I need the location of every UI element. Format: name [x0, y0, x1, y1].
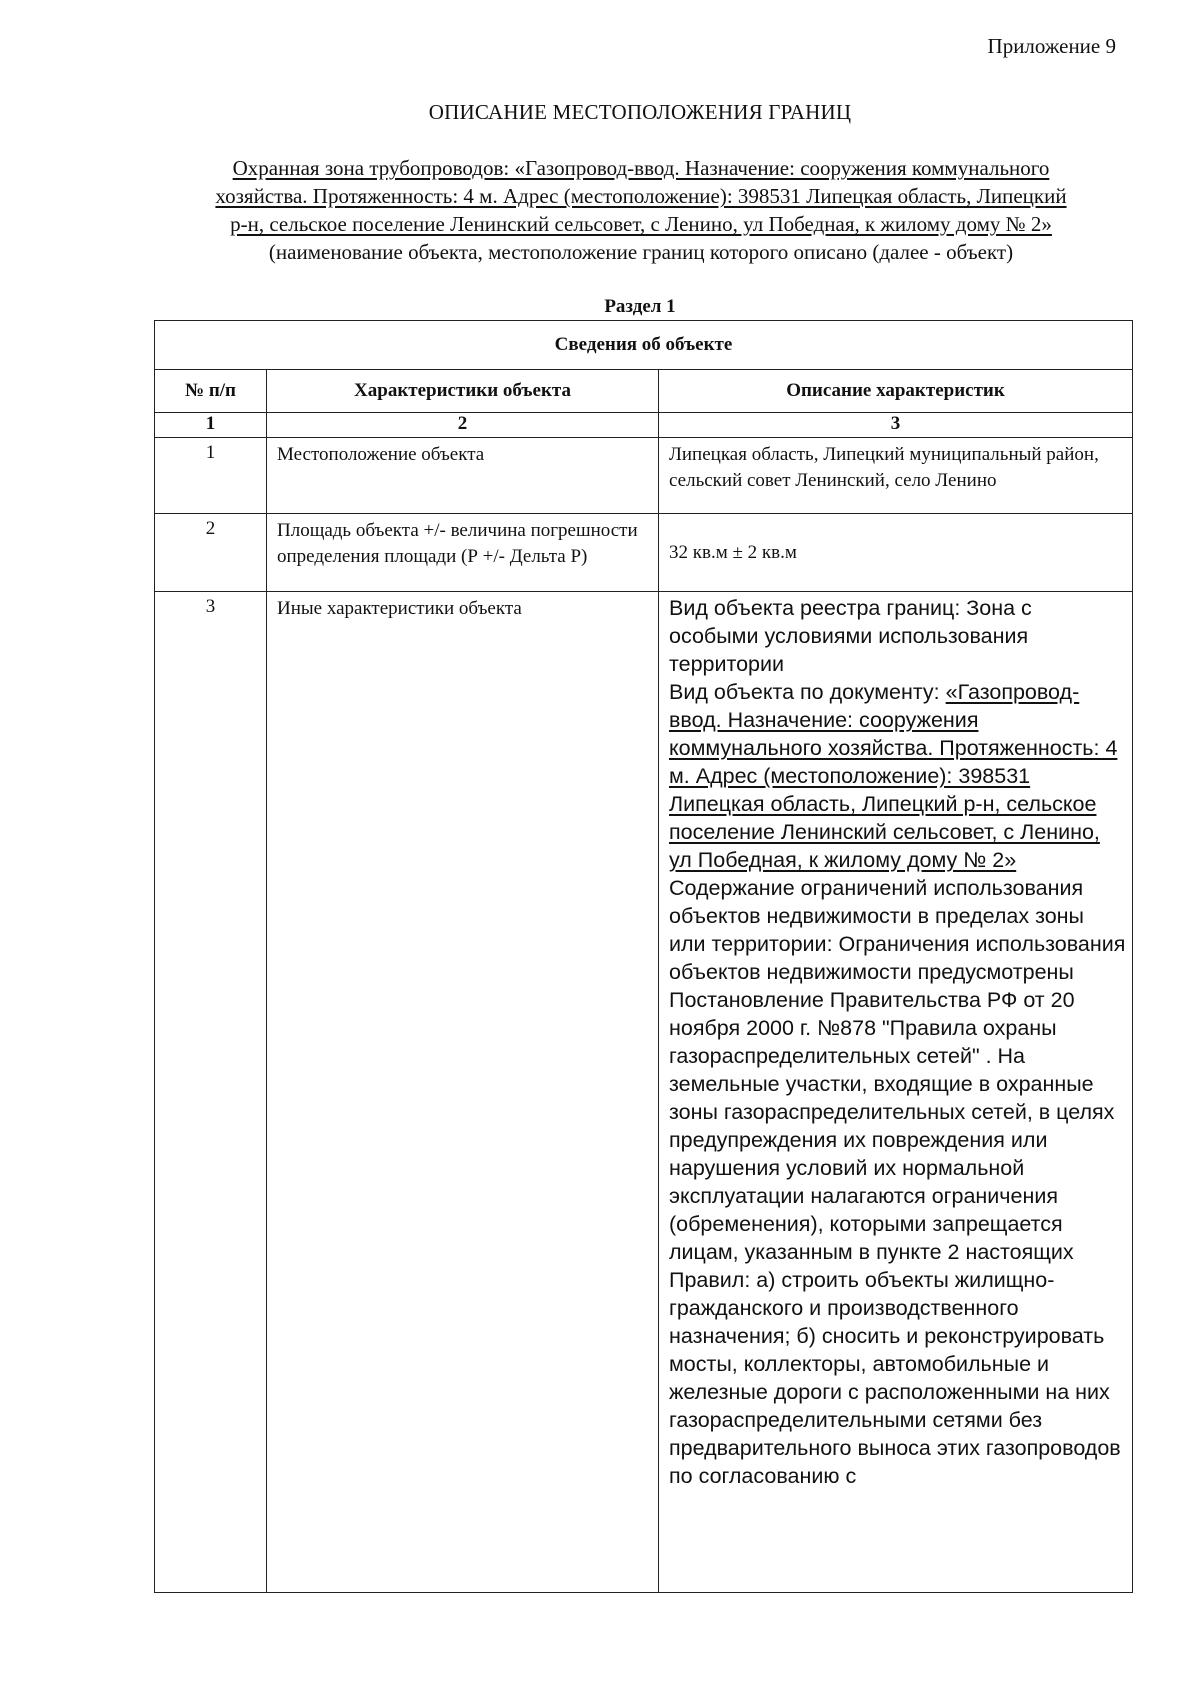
row-characteristic: Площадь объекта +/- величина погрешности определения площади (Р +/- Дельта Р)	[267, 514, 659, 592]
object-name-caption: (наименование объекта, местоположение границ которого описано (далее - объект)	[268, 240, 1014, 264]
table-row	[155, 438, 1133, 514]
row-number: 3	[155, 592, 267, 1593]
column-number-2: 2	[267, 413, 659, 438]
row-characteristic: Местоположение объекта	[267, 438, 659, 514]
column-number-3: 3	[659, 413, 1133, 438]
row-characteristic: Иные характеристики объекта	[267, 592, 659, 1593]
document-object-type-label: Вид объекта по документу:	[669, 680, 946, 704]
column-number-1: 1	[155, 413, 267, 438]
row-description: Липецкая область, Липецкий муниципальный район, сельский совет Ленинский, село Ленино	[659, 438, 1133, 514]
object-name-block	[142, 154, 1140, 266]
column-header-characteristic: Характеристики объекта	[267, 370, 659, 413]
row-number: 2	[155, 514, 267, 592]
document-title: ОПИСАНИЕ МЕСТОПОЛОЖЕНИЯ ГРАНИЦ	[428, 100, 852, 124]
object-name-line-2: хозяйства. Протяженность: 4 м. Адрес (местоположение): 398531 Липецкая область, Липецкий	[215, 184, 1067, 208]
column-header-number: № п/п	[155, 370, 267, 413]
object-info-table	[154, 320, 1133, 1593]
table-row	[155, 514, 1133, 592]
column-header-description: Описание характеристик	[659, 370, 1133, 413]
registry-object-type: Вид объекта реестра границ: Зона с особыми условиями использования территории	[669, 596, 1032, 676]
table-caption: Сведения об объекте	[155, 321, 1133, 370]
section-label: Раздел 1	[604, 296, 676, 317]
row-number: 1	[155, 438, 267, 514]
document-object-type	[669, 678, 1126, 874]
row-description: 32 кв.м ± 2 кв.м	[659, 514, 1133, 592]
appendix-label: Приложение 9	[987, 34, 1116, 58]
row-description	[659, 592, 1133, 1593]
object-name-line-1: Охранная зона трубопроводов: «Газопровод-ввод. Назначение: сооружения коммунального	[232, 156, 1050, 180]
table-row	[155, 592, 1133, 1593]
document-object-type-value: «Газопровод-ввод. Назначение: сооружения коммунального хозяйства. Протяженность: 4 м. Адрес (местоположение): 398531 Липецкая область, Липецкий р-н, сельское поселение Ленинский сельсовет, с Ленино, ул Победная, к жилому дому № 2»	[669, 680, 1118, 872]
restrictions-text: Содержание ограничений использования объектов недвижимости в пределах зоны или территории: Ограничения использования объектов недвижимости предусмотрены Постановление Правительства РФ от 20 ноября 2000 г. №878 "Правила охраны газораспределительных сетей" . На земельные участки, входящие в охранные зоны газораспределительных сетей, в целях предупреждения их повреждения или нарушения условий их нормальной эксплуатации налагаются ограничения (обременения), которыми запрещается лицам, указанным в пункте 2 настоящих Правил: а) строить объекты жилищно-гражданского и производственного назначения; б) сносить и реконструировать мосты, коллекторы, автомобильные и железные дороги с расположенными на них газораспределительными сетями без предварительного выноса этих газопроводов по согласованию с	[669, 876, 1126, 1488]
object-name-line-3: р-н, сельское поселение Ленинский сельсовет, с Ленино, ул Победная, к жилому дому № 2»	[230, 212, 1052, 236]
